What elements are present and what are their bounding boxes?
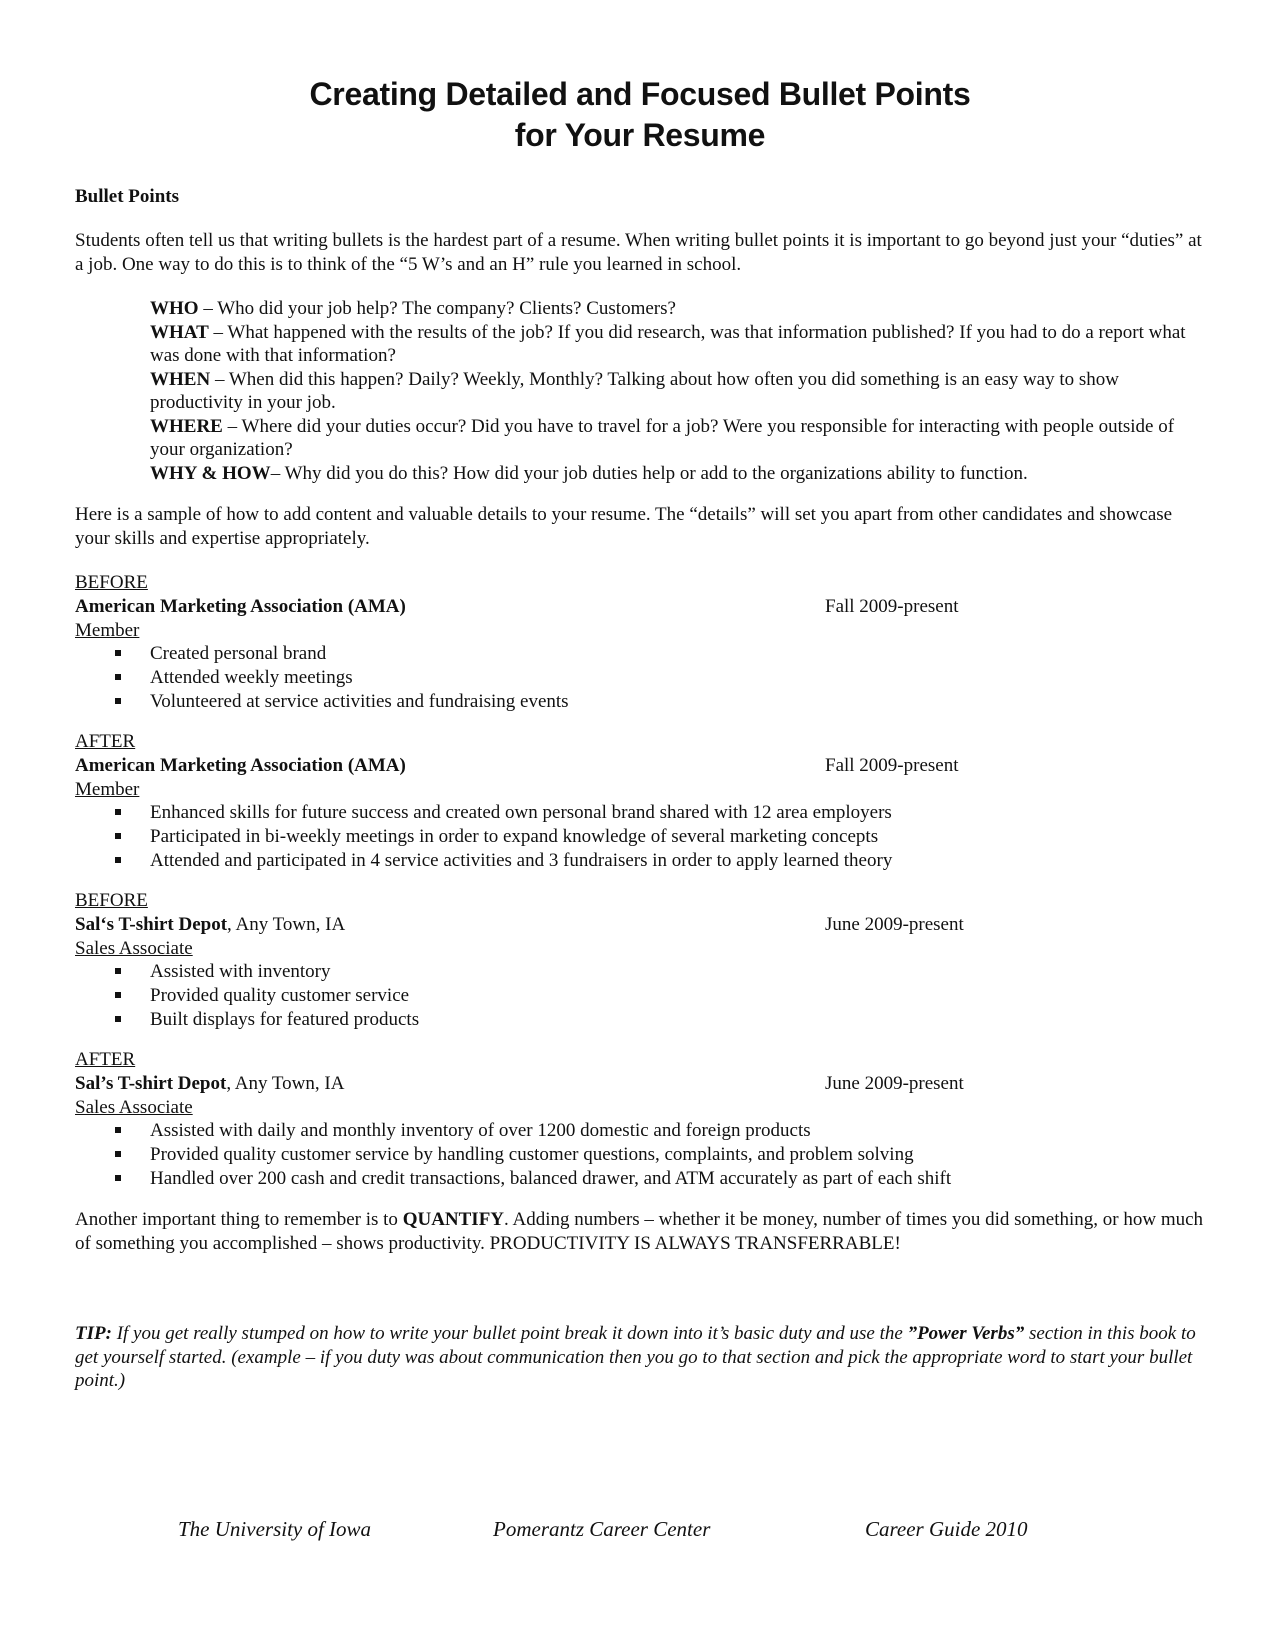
job-date: Fall 2009-present [825, 595, 959, 617]
five-ws-why-how: WHY & HOW– Why did you do this? How did your job duties help or add to the organizations ability to function. [150, 462, 1028, 484]
example-block [75, 889, 1205, 1032]
sample-intro-paragraph: Here is a sample of how to add content and valuable details to your resume. The “details” will set you apart from other candidates and showcase your skills and expertise appropriately. [75, 504, 1173, 549]
list-item: Assisted with daily and monthly inventory of over 1200 domestic and foreign products [75, 1119, 1205, 1143]
list-item: Participated in bi-weekly meetings in order to expand knowledge of several marketing concepts [75, 825, 1205, 849]
org-name: Sal‘s T-shirt Depot [75, 913, 228, 935]
job-role: Sales Associate [75, 1096, 193, 1118]
example-block [75, 571, 1205, 714]
org-name: American Marketing Association (AMA) [75, 595, 406, 617]
title-line-2: for Your Resume [514, 117, 766, 153]
job-role: Member [75, 619, 140, 641]
page-footer [75, 1518, 1205, 1544]
section-heading: Bullet Points [75, 186, 179, 207]
org-name: American Marketing Association (AMA) [75, 754, 406, 776]
square-bullet-icon [115, 674, 121, 680]
bullet-list [75, 1119, 1205, 1191]
square-bullet-icon [115, 1127, 121, 1133]
list-item: Attended and participated in 4 service activities and 3 fundraisers in order to apply learned theory [75, 849, 1205, 873]
example-block [75, 1048, 1205, 1191]
five-ws-who: WHO – Who did your job help? The company? Clients? Customers? [150, 298, 676, 319]
list-item: Assisted with inventory [75, 960, 1205, 984]
square-bullet-icon [115, 968, 121, 974]
footer-guide: Career Guide 2010 [865, 1517, 1028, 1541]
org-location: , Any Town, IA [226, 1072, 345, 1094]
five-ws-where: WHERE – Where did your duties occur? Did you have to travel for a job? Were you responsible for interacting with people outside of your organization? [150, 415, 1175, 460]
job-line [75, 595, 1205, 619]
power-verbs-emphasis: ”Power Verbs” [907, 1323, 1025, 1344]
square-bullet-icon [115, 650, 121, 656]
five-ws-what: WHAT – What happened with the results of the job? If you did research, was that information published? If you had to do a report what was done with that information? [150, 321, 1186, 366]
square-bullet-icon [115, 833, 121, 839]
square-bullet-icon [115, 809, 121, 815]
square-bullet-icon [115, 1016, 121, 1022]
square-bullet-icon [115, 857, 121, 863]
five-ws-when: WHEN – When did this happen? Daily? Weekly, Monthly? Talking about how often you did something is an easy way to show productivity in your job. [150, 368, 1120, 413]
list-item: Handled over 200 cash and credit transactions, balanced drawer, and ATM accurately as part of each shift [75, 1167, 1205, 1191]
list-item: Built displays for featured products [75, 1008, 1205, 1032]
footer-university: The University of Iowa [178, 1517, 372, 1541]
bullet-list [75, 642, 1205, 714]
job-date: Fall 2009-present [825, 754, 959, 776]
footer-career-center: Pomerantz Career Center [493, 1517, 711, 1541]
square-bullet-icon [115, 1175, 121, 1181]
job-role: Member [75, 778, 140, 800]
intro-paragraph: Students often tell us that writing bullets is the hardest part of a resume. When writing bullet points it is important to go beyond just your “duties” at a job. One way to do this is to think of the “5 W’s and an H” rule you learned in school. [75, 230, 1202, 275]
five-ws-list [150, 297, 1200, 485]
org-name: Sal’s T-shirt Depot [75, 1072, 227, 1094]
list-item: Enhanced skills for future success and created own personal brand shared with 12 area employers [75, 801, 1205, 825]
square-bullet-icon [115, 1151, 121, 1157]
job-date: June 2009-present [825, 913, 964, 935]
list-item: Created personal brand [75, 642, 1205, 666]
title-line-1: Creating Detailed and Focused Bullet Points [309, 76, 971, 112]
list-item: Provided quality customer service [75, 984, 1205, 1008]
quantify-paragraph: Another important thing to remember is to QUANTIFY. Adding numbers – whether it be money, number of times you did something, or how much of something you accomplished – shows productivity. PRODUCTIVITY IS ALWAYS TRANSFERRABLE! [75, 1209, 1204, 1254]
list-item: Attended weekly meetings [75, 666, 1205, 690]
example-block [75, 730, 1205, 873]
list-item: Provided quality customer service by handling customer questions, complaints, and problem solving [75, 1143, 1205, 1167]
example-label: AFTER [75, 731, 136, 752]
bullet-list [75, 801, 1205, 873]
job-date: June 2009-present [825, 1072, 964, 1094]
square-bullet-icon [115, 698, 121, 704]
square-bullet-icon [115, 992, 121, 998]
tip-label: TIP: [75, 1323, 112, 1344]
job-line [75, 1072, 1205, 1096]
example-label: BEFORE [75, 572, 148, 593]
bullet-list [75, 960, 1205, 1032]
document-title [75, 74, 1205, 156]
org-location: , Any Town, IA [227, 913, 346, 935]
example-label: AFTER [75, 1049, 136, 1070]
job-line [75, 754, 1205, 778]
quantify-emphasis: QUANTIFY [402, 1209, 505, 1230]
job-line [75, 913, 1205, 937]
tip-paragraph: TIP: If you get really stumped on how to write your bullet point break it down into it’s basic duty and use the ”Power Verbs” section in this book to get yourself started. (example – if you duty was about communication then you go to that section and pick the appropriate word to start your bullet point.) [75, 1323, 1196, 1391]
list-item: Volunteered at service activities and fundraising events [75, 690, 1205, 714]
job-role: Sales Associate [75, 937, 193, 959]
example-label: BEFORE [75, 890, 148, 911]
